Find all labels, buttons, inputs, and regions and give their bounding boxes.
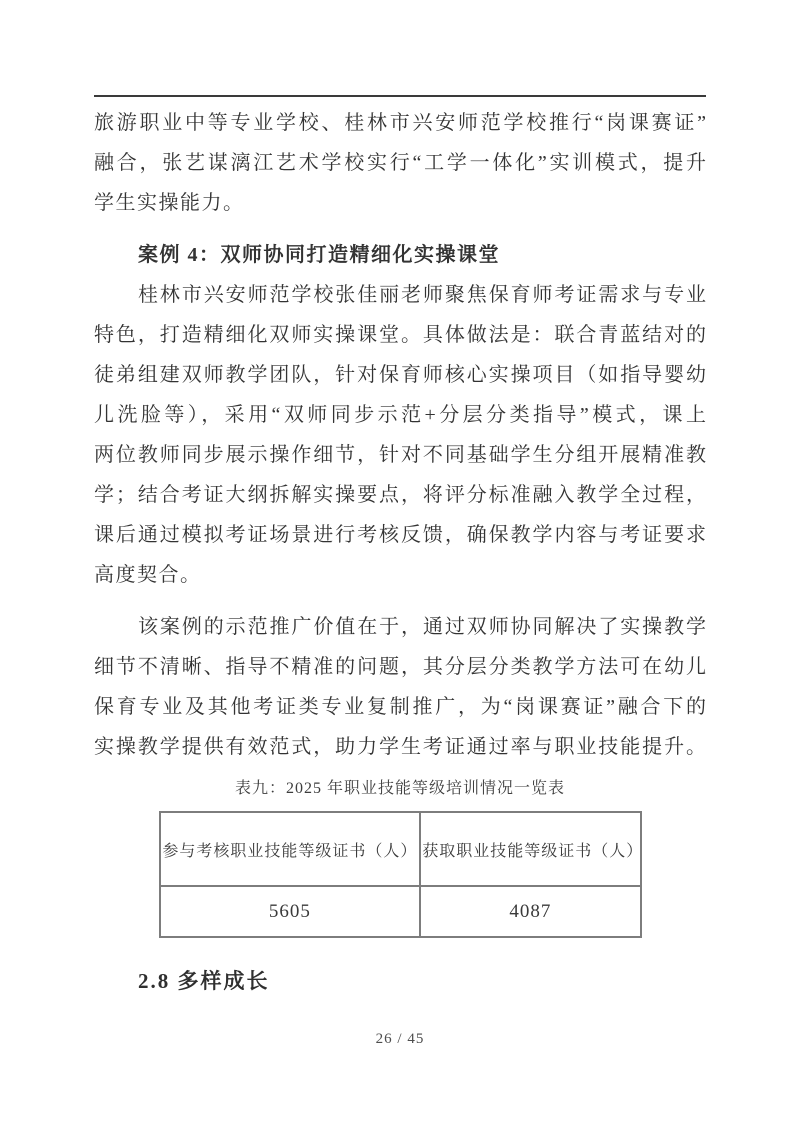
text-line: 学生实操能力。 <box>94 192 245 214</box>
text-line: 儿洗脸等），采用“双师同步示范+分层分类指导”模式，课上 <box>94 404 706 426</box>
paragraph-case-value <box>94 607 706 767</box>
text-line: 融合，张艺谋漓江艺术学校实行“工学一体化”实训模式，提升 <box>94 152 706 174</box>
text-line: 学；结合考证大纲拆解实操要点，将评分标准融入教学全过程， <box>94 484 706 506</box>
text-line: 高度契合。 <box>94 564 202 586</box>
section-heading-2-8: 2.8 多样成长 <box>138 969 270 993</box>
table-caption: 表九：2025 年职业技能等级培训情况一览表 <box>234 780 565 797</box>
text-line: 徒弟组建双师教学团队，针对保育师核心实操项目（如指导婴幼 <box>94 364 706 386</box>
text-line: 旅游职业中等专业学校、桂林市兴安师范学校推行“岗课赛证” <box>94 112 706 134</box>
text-line: 课后通过模拟考证场景进行考核反馈，确保教学内容与考证要求 <box>94 524 706 546</box>
text-line: 细节不清晰、指导不精准的问题，其分层分类教学方法可在幼儿 <box>94 656 706 678</box>
text-line: 保育专业及其他考证类专业复制推广，为“岗课赛证”融合下的 <box>94 696 706 718</box>
table-cell-obtained-count: 4087 <box>420 886 640 937</box>
text-line: 实操教学提供有效范式，助力学生考证通过率与职业技能提升。 <box>94 736 706 758</box>
page-number: 26 / 45 <box>375 1031 425 1047</box>
table-row <box>160 886 641 937</box>
text-line: 两位教师同步展示操作细节，针对不同基础学生分组开展精准教 <box>94 444 706 466</box>
text-line: 特色，打造精细化双师实操课堂。具体做法是：联合青蓝结对的 <box>94 324 706 346</box>
table-header-row <box>160 812 641 886</box>
column-header-obtained: 获取职业技能等级证书（人） <box>420 812 640 886</box>
text-line: 该案例的示范推广价值在于，通过双师协同解决了实操教学 <box>138 616 706 638</box>
paragraph-case-detail <box>94 275 706 595</box>
text-line: 桂林市兴安师范学校张佳丽老师聚焦保育师考证需求与专业 <box>138 284 706 306</box>
table-cell-assessed-count: 5605 <box>160 886 421 937</box>
page-header-rule <box>94 95 706 97</box>
training-stats-table <box>159 811 642 938</box>
document-body <box>94 103 706 996</box>
paragraph-continued <box>94 103 706 223</box>
case-study-heading: 案例 4：双师协同打造精细化实操课堂 <box>138 244 500 266</box>
column-header-assessed: 参与考核职业技能等级证书（人） <box>160 812 421 886</box>
